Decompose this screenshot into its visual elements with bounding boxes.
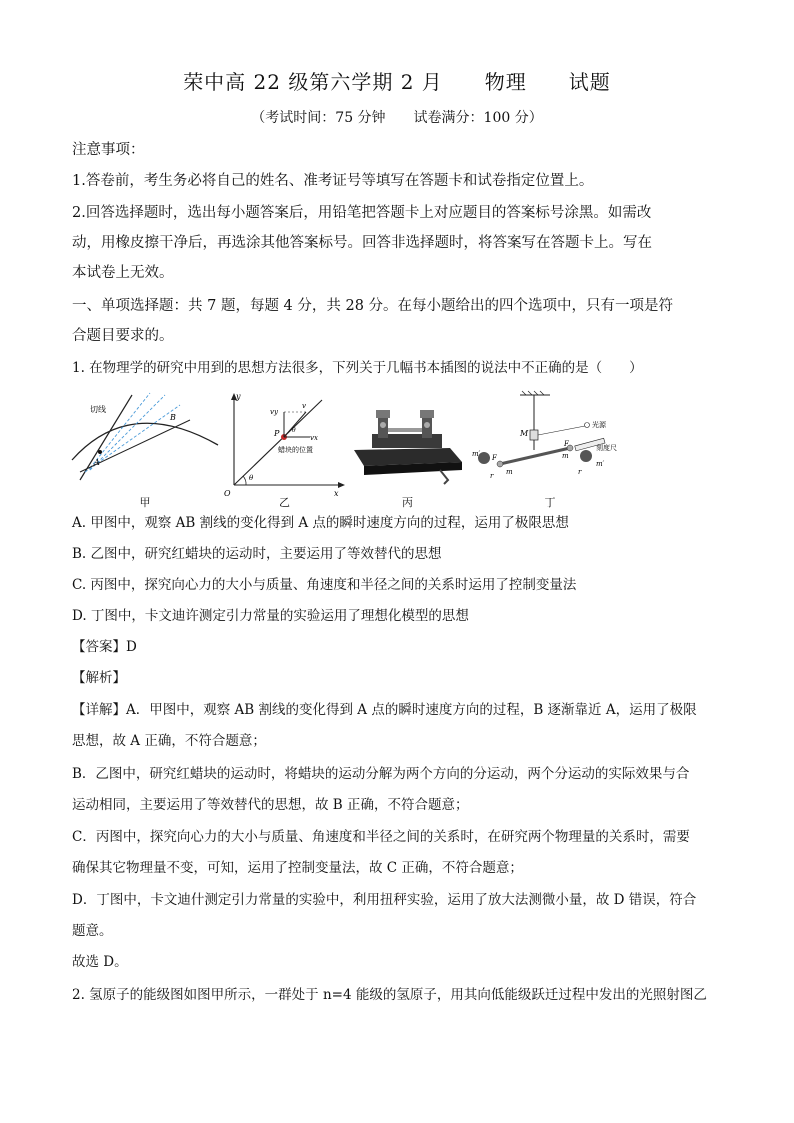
q1-option-b: B. 乙图中，研究红蜡块的运动时，主要运用了等效替代的思想 — [72, 546, 442, 562]
figure-jia — [70, 390, 220, 510]
notice-item-2-line1: 2.回答选择题时，选出每小题答案后，用铅笔把答题卡上对应题目的答案标号涂黑。如需改 — [72, 205, 652, 221]
label-a: A — [94, 458, 100, 467]
q1-figures — [70, 390, 630, 510]
label-tangent: 切线 — [90, 405, 106, 414]
section-1-heading-line1: 一、单项选择题：共 7 题，每题 4 分，共 28 分。在每小题给出的四个选项中，只有一项是符 — [72, 298, 674, 314]
notice-heading: 注意事项： — [72, 142, 145, 158]
q1-detail-d-line1: D．丁图中，卡文迪什测定引力常量的实验中，利用扭秤实验，运用了放大法测微小量，故 D 错误，符合 — [72, 892, 697, 908]
label-r-right: r — [578, 468, 582, 476]
q1-detail-a-line2: 思想，故 A 正确，不符合题意； — [72, 733, 266, 749]
label-v: v — [302, 402, 306, 410]
q1-detail-d-line2: 题意。 — [72, 923, 113, 939]
q1-detail-b-line2: 运动相同，主要运用了等效替代的思想，故 B 正确，不符合题意； — [72, 797, 469, 813]
label-origin: O — [224, 489, 231, 498]
label-b: B — [170, 413, 176, 422]
figure-bing — [350, 390, 465, 510]
notice-item-1: 1.答卷前，考生务必将自己的姓名、准考证号等填写在答题卡和试卷指定位置上。 — [72, 173, 594, 189]
figure-yi — [222, 390, 347, 510]
label-m-small-right: m — [562, 452, 569, 460]
q1-detail-c-line1: C．丙图中，探究向心力的大小与质量、角速度和半径之间的关系时，在研究两个物理量的关系时，需要 — [72, 829, 690, 845]
label-theta-1: θ — [249, 474, 254, 482]
figure-yi-drawing — [222, 390, 347, 500]
notice-item-2-line3: 本试卷上无效。 — [72, 265, 174, 281]
label-scale: 刻度尺 — [596, 444, 617, 452]
label-m-prime-left: m′ — [472, 450, 481, 458]
figure-ding-drawing — [470, 390, 630, 500]
caption-bing: 丙 — [402, 496, 413, 509]
q1-answer: 【答案】D — [72, 639, 137, 655]
label-light-source: 光源 — [592, 421, 606, 429]
label-f-right: F — [564, 440, 569, 448]
q1-option-c: C. 丙图中，探究向心力的大小与质量、角速度和半径之间的关系时运用了控制变量法 — [72, 577, 577, 593]
page-title: 荣中高 22 级第六学期 2 月 物理 试题 — [183, 70, 611, 94]
q1-detail-a-line1: 【详解】A．甲图中，观察 AB 割线的变化得到 A 点的瞬时速度方向的过程，B 逐渐靠近 A，运用了极限 — [72, 702, 697, 718]
label-position: 蜡块的位置 — [278, 446, 313, 454]
q1-stem: 1. 在物理学的研究中用到的思想方法很多，下列关于几幅书本插图的说法中不正确的是（ ） — [72, 360, 643, 376]
label-m-small-left: m — [506, 468, 513, 476]
caption-ding: 丁 — [544, 496, 556, 509]
exam-info: （考试时间：75 分钟 试卷满分：100 分） — [251, 110, 543, 126]
figure-bing-drawing — [350, 390, 465, 500]
q1-option-d: D. 丁图中，卡文迪许测定引力常量的实验运用了理想化模型的思想 — [72, 608, 469, 624]
figure-jia-drawing — [70, 390, 220, 500]
label-x-axis: x — [334, 489, 339, 498]
caption-jia: 甲 — [139, 496, 151, 509]
label-f-left: F — [492, 454, 497, 462]
notice-item-2-line2: 动，用橡皮擦干净后，再选涂其他答案标号。回答非选择题时，将答案写在答题卡上。写在 — [72, 235, 652, 251]
label-m-mirror: M — [520, 429, 529, 438]
section-1-heading-line2: 合题目要求的。 — [72, 328, 174, 344]
q1-conclusion: 故选 D。 — [72, 954, 128, 970]
label-m-prime-right: m′ — [596, 460, 605, 468]
label-vx: vx — [310, 434, 318, 442]
q1-detail-b-line1: B．乙图中，研究红蜡块的运动时，将蜡块的运动分解为两个方向的分运动，两个分运动的实际效果与合 — [72, 766, 690, 782]
q2-stem: 2. 氢原子的能级图如图甲所示，一群处于 n=4 能级的氢原子，用其向低能级跃迁过程中发出的光照射图乙 — [72, 987, 707, 1003]
label-r-left: r — [490, 472, 494, 480]
q1-analysis-heading: 【解析】 — [72, 670, 126, 686]
caption-yi: 乙 — [279, 496, 290, 509]
q1-option-a: A. 甲图中，观察 AB 割线的变化得到 A 点的瞬时速度方向的过程，运用了极限思想 — [72, 515, 569, 531]
figure-ding — [470, 390, 630, 510]
label-p: P — [274, 429, 280, 438]
q1-detail-c-line2: 确保其它物理量不变，可知，运用了控制变量法，故 C 正确，不符合题意； — [72, 860, 523, 876]
label-theta-2: θ — [292, 427, 296, 434]
label-vy: vy — [270, 408, 278, 416]
label-y-axis: y — [236, 392, 241, 401]
